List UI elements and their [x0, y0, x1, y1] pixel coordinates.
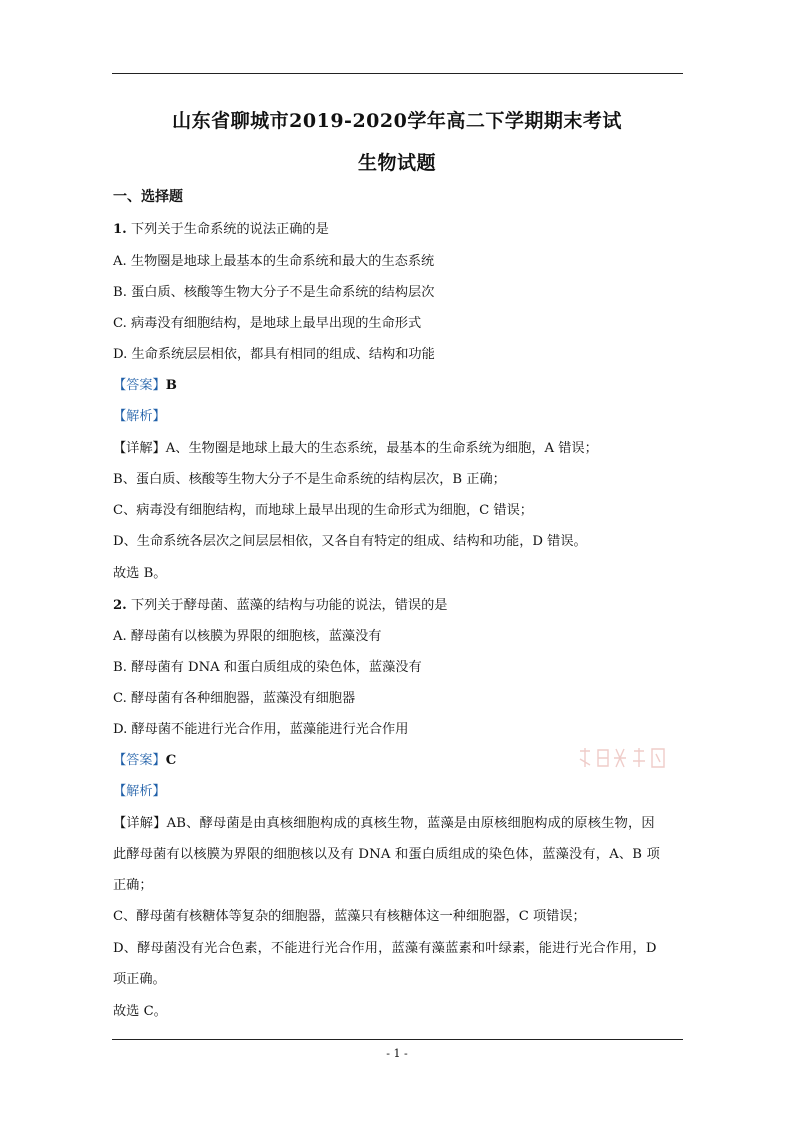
answer-label: 【答案】 [113, 378, 166, 393]
question-2-number: 2. [113, 598, 127, 613]
detail-text: A、生物圈是地球上最大的生态系统，最基本的生命系统为细胞，A 错误； [165, 441, 598, 456]
question-2-text: 下列关于酵母菌、蓝藻的结构与功能的说法，错误的是 [130, 598, 448, 613]
question-1-conclusion: 故选 B。 [113, 566, 167, 581]
question-1-option-d: D. 生命系统层层相依，都具有相同的组成、结构和功能 [113, 347, 435, 362]
question-1-detail-1 [113, 437, 598, 456]
detail-text: AB、酵母菌是由真核细胞构成的真核生物，蓝藻是由原核细胞构成的原核生物，因 [166, 816, 655, 831]
answer-value: B [165, 378, 177, 393]
page-subtitle: 生物试题 [357, 152, 436, 174]
question-2-stem [113, 594, 447, 613]
question-1-analysis-label: 【解析】 [113, 409, 166, 424]
question-1-option-a: A. 生物圈是地球上最基本的生命系统和最大的生态系统 [113, 254, 435, 269]
question-1-stem [113, 218, 329, 237]
question-1-option-c: C. 病毒没有细胞结构，是地球上最早出现的生命形式 [113, 316, 422, 331]
question-2-detail-3b: 项正确。 [113, 972, 166, 987]
header-rule [112, 73, 683, 74]
page-number: - 1 - [386, 1047, 408, 1060]
answer-value: C [165, 753, 177, 768]
answer-label: 【答案】 [113, 753, 166, 768]
question-1-detail-4: D、生命系统各层次之间层层相依，又各自有特定的组成、结构和功能，D 错误。 [113, 534, 587, 549]
question-2-analysis-label: 【解析】 [113, 784, 166, 799]
question-1-number: 1. [113, 222, 127, 237]
question-1-detail-2: B、蛋白质、核酸等生物大分子不是生命系统的结构层次，B 正确； [113, 472, 506, 487]
question-2-option-d: D. 酵母菌不能进行光合作用，蓝藻能进行光合作用 [113, 722, 409, 737]
question-2-option-c: C. 酵母菌有各种细胞器，蓝藻没有细胞器 [113, 691, 356, 706]
question-1-text: 下列关于生命系统的说法正确的是 [130, 222, 329, 237]
question-2-detail-1b: 此酵母菌有以核膜为界限的细胞核以及有 DNA 和蛋白质组成的染色体，蓝藻没有，A、B 项 [113, 847, 660, 862]
question-1-option-b: B. 蛋白质、核酸等生物大分子不是生命系统的结构层次 [113, 285, 435, 300]
page-title: 山东省聊城市2019-2020学年高二下学期期末考试 [172, 110, 622, 132]
question-2-option-b: B. 酵母菌有 DNA 和蛋白质组成的染色体，蓝藻没有 [113, 660, 422, 675]
question-2-answer [113, 749, 176, 768]
detail-label: 【详解】 [113, 441, 166, 456]
question-2-conclusion: 故选 C。 [113, 1004, 167, 1019]
question-1-answer [113, 374, 177, 393]
question-1-detail-3: C、病毒没有细胞结构，而地球上最早出现的生命形式为细胞，C 错误； [113, 503, 533, 518]
question-2-option-a: A. 酵母菌有以核膜为界限的细胞核，蓝藻没有 [113, 629, 382, 644]
footer-rule [112, 1039, 683, 1040]
question-2-detail-1a [113, 812, 655, 831]
detail-label: 【详解】 [113, 816, 167, 831]
section-heading: 一、选择题 [113, 189, 183, 205]
watermark-logo [576, 745, 668, 771]
question-2-detail-3a: D、酵母菌没有光合色素，不能进行光合作用，蓝藻有藻蓝素和叶绿素，能进行光合作用，D [113, 941, 657, 956]
question-2-detail-1c: 正确； [113, 878, 153, 893]
question-2-detail-2: C、酵母菌有核糖体等复杂的细胞器，蓝藻只有核糖体这一种细胞器，C 项错误； [113, 909, 586, 924]
